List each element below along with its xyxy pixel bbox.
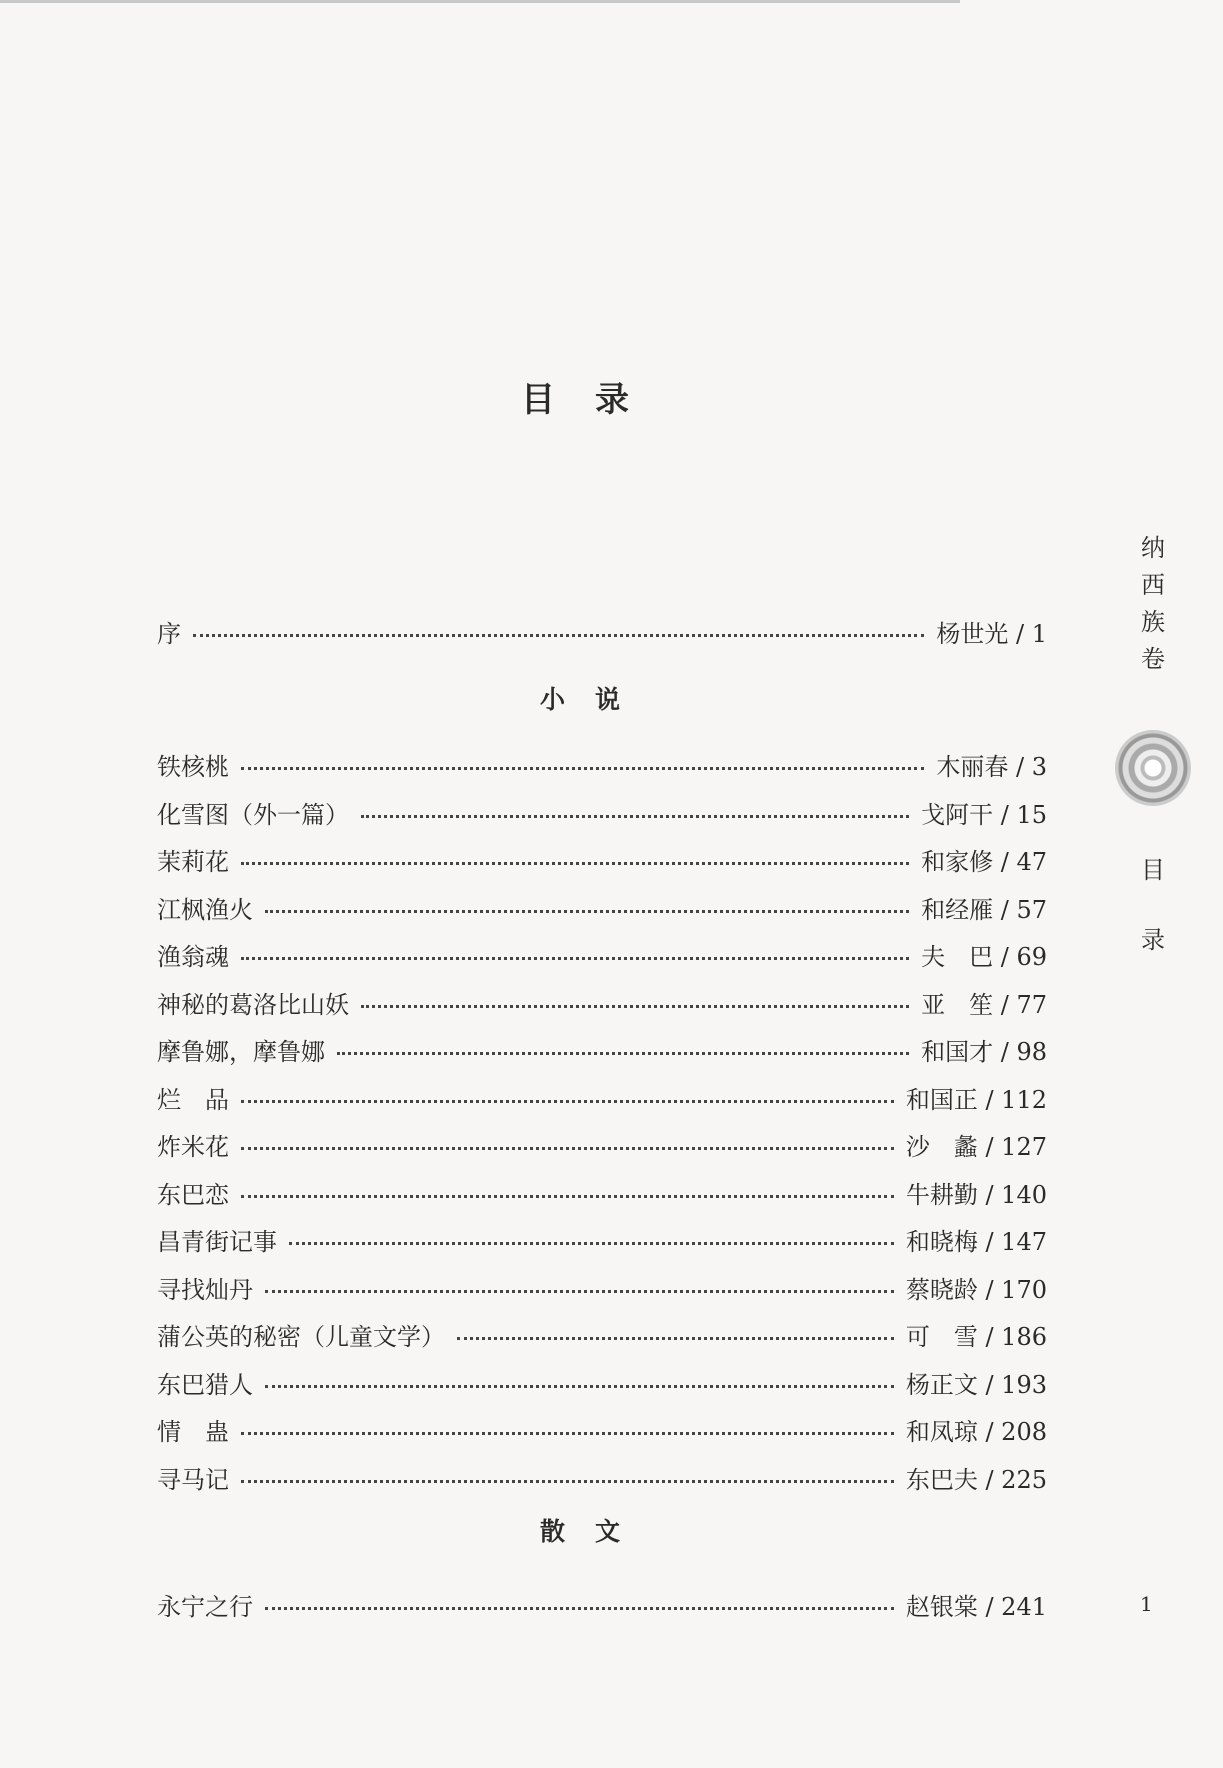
fiction-list: [157, 741, 1047, 1501]
leader-dots: [457, 1337, 894, 1340]
entry-author-page: 可 雪 / 186: [905, 1323, 1047, 1352]
toc-row[interactable]: [157, 836, 1047, 884]
entry-title: 化雪图（外一篇）: [157, 800, 349, 829]
toc-row[interactable]: [157, 1121, 1047, 1169]
leader-dots: [241, 957, 909, 960]
toc-row[interactable]: [157, 1264, 1047, 1312]
toc-row[interactable]: [157, 1169, 1047, 1217]
toc-row[interactable]: [157, 1026, 1047, 1074]
entry-author-page: 赵银棠 / 241: [905, 1593, 1047, 1622]
leader-dots: [361, 815, 909, 818]
entry-author-page: 和凤琼 / 208: [905, 1418, 1047, 1447]
prose-list: [157, 1581, 1047, 1629]
entry-author-page: 木丽春 / 3: [936, 753, 1047, 782]
entry-author-page: 杨正文 / 193: [905, 1370, 1047, 1399]
entry-author-page: 杨世光 / 1: [936, 620, 1047, 649]
toc-row[interactable]: [157, 884, 1047, 932]
side-volume-label: 纳西族卷: [1141, 534, 1165, 673]
entry-title: 序: [157, 620, 181, 649]
toc-row[interactable]: [157, 741, 1047, 789]
leader-dots: [241, 1100, 894, 1103]
entry-author-page: 沙 蠡 / 127: [905, 1133, 1047, 1162]
leader-dots: [241, 767, 924, 770]
entry-author-page: 亚 笙 / 77: [921, 990, 1047, 1019]
leader-dots: [241, 1147, 894, 1150]
medallion-ornament-icon: [1115, 730, 1191, 806]
entry-author-page: 和国正 / 112: [905, 1085, 1047, 1114]
entry-title: 烂 品: [157, 1085, 229, 1114]
toc-row[interactable]: [157, 1406, 1047, 1454]
page-title: 目录: [521, 380, 669, 420]
side-section-label: 目录: [1141, 856, 1165, 954]
entry-title: 神秘的葛洛比山妖: [157, 990, 349, 1019]
entry-title: 渔翁魂: [157, 943, 229, 972]
toc-row[interactable]: [157, 1359, 1047, 1407]
leader-dots: [265, 1607, 894, 1610]
toc-row[interactable]: [157, 1216, 1047, 1264]
entry-author-page: 东巴夫 / 225: [905, 1465, 1047, 1494]
entry-title: 东巴猎人: [157, 1370, 253, 1399]
leader-dots: [265, 1385, 894, 1388]
leader-dots: [337, 1052, 909, 1055]
toc-row[interactable]: [157, 608, 1047, 656]
entry-author-page: 戈阿干 / 15: [921, 800, 1047, 829]
entry-author-page: 和晓梅 / 147: [905, 1228, 1047, 1257]
entry-title: 东巴恋: [157, 1180, 229, 1209]
toc-row[interactable]: [157, 1074, 1047, 1122]
entry-title: 情 蛊: [157, 1418, 229, 1447]
entry-title: 江枫渔火: [157, 895, 253, 924]
entry-title: 炸米花: [157, 1133, 229, 1162]
entry-author-page: 和经雁 / 57: [921, 895, 1047, 924]
leader-dots: [289, 1242, 894, 1245]
entry-author-page: 牛耕勤 / 140: [905, 1180, 1047, 1209]
toc-row[interactable]: [157, 789, 1047, 837]
toc-row[interactable]: [157, 1311, 1047, 1359]
leader-dots: [361, 1005, 909, 1008]
entry-title: 茉莉花: [157, 848, 229, 877]
entry-author-page: 和国才 / 98: [921, 1038, 1047, 1067]
section-heading-prose: 散文: [539, 1517, 650, 1546]
entry-title: 蒲公英的秘密（儿童文学）: [157, 1323, 445, 1352]
entry-title: 永宁之行: [157, 1593, 253, 1622]
entry-author-page: 夫 巴 / 69: [921, 943, 1047, 972]
leader-dots: [265, 910, 909, 913]
scan-edge: [0, 0, 960, 3]
entry-title: 摩鲁娜，摩鲁娜: [157, 1038, 325, 1067]
preface-entry: [157, 608, 1047, 656]
leader-dots: [241, 862, 909, 865]
leader-dots: [241, 1195, 894, 1198]
section-heading-fiction: 小说: [539, 685, 650, 714]
entry-author-page: 和家修 / 47: [921, 848, 1047, 877]
toc-row[interactable]: [157, 979, 1047, 1027]
leader-dots: [241, 1480, 894, 1483]
entry-author-page: 蔡晓龄 / 170: [905, 1275, 1047, 1304]
toc-row[interactable]: [157, 1454, 1047, 1502]
entry-title: 铁核桃: [157, 753, 229, 782]
leader-dots: [193, 634, 924, 637]
toc-row[interactable]: [157, 1581, 1047, 1629]
page-number: 1: [1140, 1592, 1153, 1616]
entry-title: 寻马记: [157, 1465, 229, 1494]
toc-row[interactable]: [157, 931, 1047, 979]
entry-title: 寻找灿丹: [157, 1275, 253, 1304]
leader-dots: [241, 1432, 894, 1435]
leader-dots: [265, 1290, 894, 1293]
entry-title: 昌青街记事: [157, 1228, 277, 1257]
